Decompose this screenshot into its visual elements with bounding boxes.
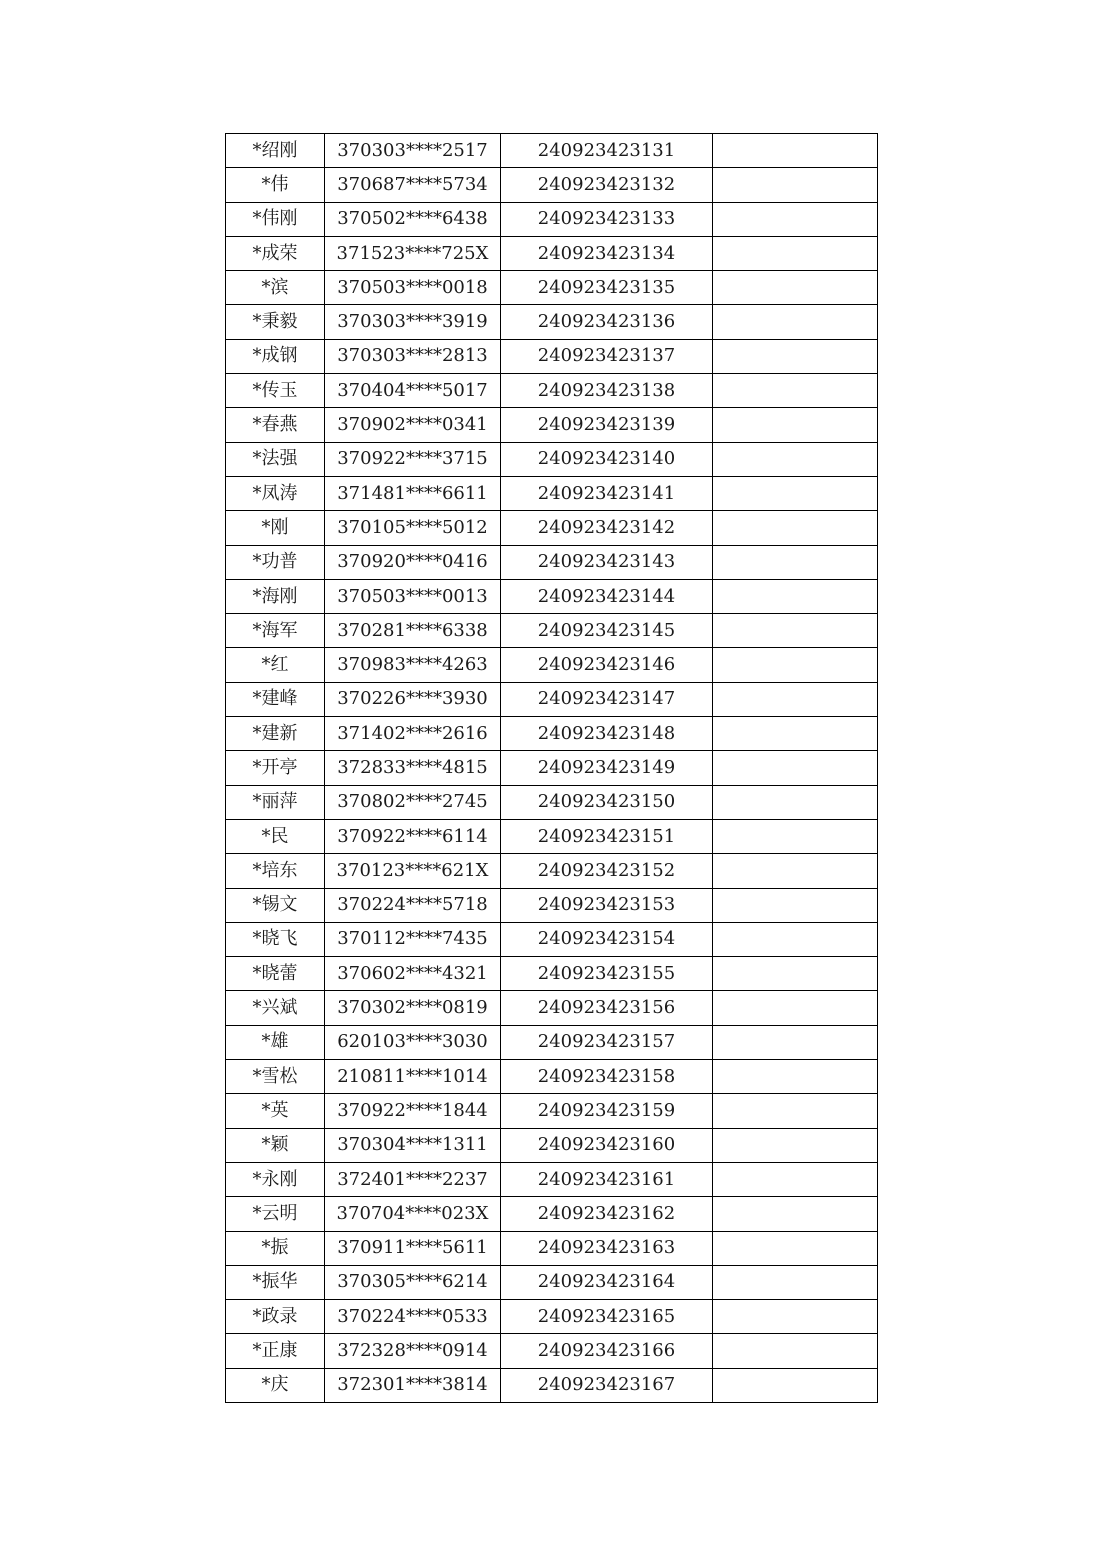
certificate-number-cell: 240923423137 xyxy=(501,339,713,373)
table-row xyxy=(226,991,878,1025)
certificate-number-cell: 240923423161 xyxy=(501,1162,713,1196)
person-name-cell: *英 xyxy=(226,1094,325,1128)
table-row xyxy=(226,236,878,270)
table-row xyxy=(226,1368,878,1402)
certificate-number-cell: 240923423143 xyxy=(501,545,713,579)
remark-cell xyxy=(713,1300,878,1334)
table-row xyxy=(226,408,878,442)
remark-cell xyxy=(713,374,878,408)
person-name-cell: *振华 xyxy=(226,1265,325,1299)
roster-table-body xyxy=(226,134,878,1403)
person-name-cell: *兴斌 xyxy=(226,991,325,1025)
remark-cell xyxy=(713,442,878,476)
id-number-cell: 370304****1311 xyxy=(325,1128,501,1162)
person-name-cell: *伟 xyxy=(226,168,325,202)
certificate-number-cell: 240923423136 xyxy=(501,305,713,339)
person-name-cell: *成荣 xyxy=(226,236,325,270)
table-row xyxy=(226,957,878,991)
table-row xyxy=(226,922,878,956)
table-row xyxy=(226,682,878,716)
person-name-cell: *刚 xyxy=(226,511,325,545)
table-row xyxy=(226,717,878,751)
id-number-cell: 370687****5734 xyxy=(325,168,501,202)
certificate-number-cell: 240923423167 xyxy=(501,1368,713,1402)
id-number-cell: 371402****2616 xyxy=(325,717,501,751)
person-name-cell: *滨 xyxy=(226,271,325,305)
person-name-cell: *伟刚 xyxy=(226,202,325,236)
person-name-cell: *培东 xyxy=(226,854,325,888)
id-number-cell: 370704****023X xyxy=(325,1197,501,1231)
table-row xyxy=(226,374,878,408)
certificate-number-cell: 240923423152 xyxy=(501,854,713,888)
certificate-number-cell: 240923423165 xyxy=(501,1300,713,1334)
certificate-number-cell: 240923423159 xyxy=(501,1094,713,1128)
person-name-cell: *红 xyxy=(226,648,325,682)
id-number-cell: 370922****6114 xyxy=(325,819,501,853)
person-name-cell: *成钢 xyxy=(226,339,325,373)
certificate-number-cell: 240923423144 xyxy=(501,579,713,613)
certificate-number-cell: 240923423140 xyxy=(501,442,713,476)
person-name-cell: *正康 xyxy=(226,1334,325,1368)
id-number-cell: 372301****3814 xyxy=(325,1368,501,1402)
id-number-cell: 370105****5012 xyxy=(325,511,501,545)
certificate-number-cell: 240923423132 xyxy=(501,168,713,202)
person-name-cell: *传玉 xyxy=(226,374,325,408)
remark-cell xyxy=(713,1197,878,1231)
remark-cell xyxy=(713,1128,878,1162)
table-row xyxy=(226,888,878,922)
certificate-number-cell: 240923423131 xyxy=(501,134,713,168)
id-number-cell: 370303****2517 xyxy=(325,134,501,168)
table-row xyxy=(226,511,878,545)
id-number-cell: 370112****7435 xyxy=(325,922,501,956)
certificate-number-cell: 240923423166 xyxy=(501,1334,713,1368)
table-row xyxy=(226,1300,878,1334)
remark-cell xyxy=(713,305,878,339)
certificate-number-cell: 240923423141 xyxy=(501,476,713,510)
table-row xyxy=(226,271,878,305)
certificate-number-cell: 240923423162 xyxy=(501,1197,713,1231)
person-name-cell: *永刚 xyxy=(226,1162,325,1196)
certificate-number-cell: 240923423135 xyxy=(501,271,713,305)
certificate-number-cell: 240923423138 xyxy=(501,374,713,408)
person-name-cell: *春燕 xyxy=(226,408,325,442)
person-name-cell: *海军 xyxy=(226,614,325,648)
table-row xyxy=(226,134,878,168)
remark-cell xyxy=(713,922,878,956)
id-number-cell: 370920****0416 xyxy=(325,545,501,579)
certificate-number-cell: 240923423133 xyxy=(501,202,713,236)
certificate-number-cell: 240923423142 xyxy=(501,511,713,545)
certificate-number-cell: 240923423145 xyxy=(501,614,713,648)
certificate-number-cell: 240923423148 xyxy=(501,717,713,751)
table-row xyxy=(226,751,878,785)
remark-cell xyxy=(713,751,878,785)
person-name-cell: *海刚 xyxy=(226,579,325,613)
table-row xyxy=(226,1128,878,1162)
certificate-number-cell: 240923423156 xyxy=(501,991,713,1025)
certificate-number-cell: 240923423139 xyxy=(501,408,713,442)
table-row xyxy=(226,168,878,202)
remark-cell xyxy=(713,957,878,991)
remark-cell xyxy=(713,476,878,510)
certificate-number-cell: 240923423160 xyxy=(501,1128,713,1162)
table-row xyxy=(226,1334,878,1368)
table-row xyxy=(226,476,878,510)
remark-cell xyxy=(713,785,878,819)
remark-cell xyxy=(713,1368,878,1402)
id-number-cell: 371481****6611 xyxy=(325,476,501,510)
remark-cell xyxy=(713,545,878,579)
remark-cell xyxy=(713,339,878,373)
table-row xyxy=(226,785,878,819)
table-row xyxy=(226,1094,878,1128)
certificate-number-cell: 240923423151 xyxy=(501,819,713,853)
person-name-cell: *锡文 xyxy=(226,888,325,922)
table-row xyxy=(226,545,878,579)
certificate-number-cell: 240923423146 xyxy=(501,648,713,682)
id-number-cell: 372328****0914 xyxy=(325,1334,501,1368)
table-row xyxy=(226,579,878,613)
remark-cell xyxy=(713,854,878,888)
remark-cell xyxy=(713,511,878,545)
id-number-cell: 370303****2813 xyxy=(325,339,501,373)
table-row xyxy=(226,1025,878,1059)
table-row xyxy=(226,1060,878,1094)
person-name-cell: *建新 xyxy=(226,717,325,751)
remark-cell xyxy=(713,408,878,442)
person-name-cell: *晓蕾 xyxy=(226,957,325,991)
id-number-cell: 370503****0018 xyxy=(325,271,501,305)
table-row xyxy=(226,1231,878,1265)
table-row xyxy=(226,202,878,236)
certificate-number-cell: 240923423154 xyxy=(501,922,713,956)
id-number-cell: 370302****0819 xyxy=(325,991,501,1025)
certificate-number-cell: 240923423150 xyxy=(501,785,713,819)
id-number-cell: 370503****0013 xyxy=(325,579,501,613)
remark-cell xyxy=(713,134,878,168)
person-name-cell: *丽萍 xyxy=(226,785,325,819)
id-number-cell: 370305****6214 xyxy=(325,1265,501,1299)
table-row xyxy=(226,305,878,339)
person-name-cell: *颖 xyxy=(226,1128,325,1162)
roster-table xyxy=(225,133,878,1403)
id-number-cell: 370802****2745 xyxy=(325,785,501,819)
id-number-cell: 370502****6438 xyxy=(325,202,501,236)
id-number-cell: 370303****3919 xyxy=(325,305,501,339)
remark-cell xyxy=(713,1025,878,1059)
remark-cell xyxy=(713,888,878,922)
remark-cell xyxy=(713,236,878,270)
remark-cell xyxy=(713,717,878,751)
id-number-cell: 370281****6338 xyxy=(325,614,501,648)
table-row xyxy=(226,854,878,888)
table-row xyxy=(226,819,878,853)
id-number-cell: 370224****5718 xyxy=(325,888,501,922)
remark-cell xyxy=(713,1265,878,1299)
person-name-cell: *晓飞 xyxy=(226,922,325,956)
remark-cell xyxy=(713,1334,878,1368)
person-name-cell: *功普 xyxy=(226,545,325,579)
person-name-cell: *绍刚 xyxy=(226,134,325,168)
table-row xyxy=(226,1162,878,1196)
certificate-number-cell: 240923423164 xyxy=(501,1265,713,1299)
id-number-cell: 370226****3930 xyxy=(325,682,501,716)
table-row xyxy=(226,648,878,682)
id-number-cell: 370911****5611 xyxy=(325,1231,501,1265)
person-name-cell: *振 xyxy=(226,1231,325,1265)
remark-cell xyxy=(713,579,878,613)
certificate-number-cell: 240923423157 xyxy=(501,1025,713,1059)
id-number-cell: 370123****621X xyxy=(325,854,501,888)
remark-cell xyxy=(713,202,878,236)
certificate-number-cell: 240923423158 xyxy=(501,1060,713,1094)
table-row xyxy=(226,1197,878,1231)
id-number-cell: 371523****725X xyxy=(325,236,501,270)
remark-cell xyxy=(713,271,878,305)
person-name-cell: *民 xyxy=(226,819,325,853)
table-row xyxy=(226,1265,878,1299)
person-name-cell: *建峰 xyxy=(226,682,325,716)
person-name-cell: *雪松 xyxy=(226,1060,325,1094)
remark-cell xyxy=(713,991,878,1025)
id-number-cell: 370404****5017 xyxy=(325,374,501,408)
person-name-cell: *庆 xyxy=(226,1368,325,1402)
id-number-cell: 372401****2237 xyxy=(325,1162,501,1196)
certificate-number-cell: 240923423147 xyxy=(501,682,713,716)
table-row xyxy=(226,614,878,648)
remark-cell xyxy=(713,614,878,648)
certificate-number-cell: 240923423134 xyxy=(501,236,713,270)
person-name-cell: *政录 xyxy=(226,1300,325,1334)
person-name-cell: *法强 xyxy=(226,442,325,476)
certificate-number-cell: 240923423163 xyxy=(501,1231,713,1265)
remark-cell xyxy=(713,1094,878,1128)
person-name-cell: *云明 xyxy=(226,1197,325,1231)
remark-cell xyxy=(713,1231,878,1265)
id-number-cell: 370983****4263 xyxy=(325,648,501,682)
certificate-number-cell: 240923423149 xyxy=(501,751,713,785)
id-number-cell: 370922****3715 xyxy=(325,442,501,476)
remark-cell xyxy=(713,682,878,716)
id-number-cell: 370902****0341 xyxy=(325,408,501,442)
id-number-cell: 372833****4815 xyxy=(325,751,501,785)
certificate-number-cell: 240923423153 xyxy=(501,888,713,922)
id-number-cell: 210811****1014 xyxy=(325,1060,501,1094)
person-name-cell: *雄 xyxy=(226,1025,325,1059)
remark-cell xyxy=(713,819,878,853)
person-name-cell: *秉毅 xyxy=(226,305,325,339)
table-row xyxy=(226,339,878,373)
remark-cell xyxy=(713,648,878,682)
id-number-cell: 620103****3030 xyxy=(325,1025,501,1059)
person-name-cell: *凤涛 xyxy=(226,476,325,510)
remark-cell xyxy=(713,168,878,202)
id-number-cell: 370602****4321 xyxy=(325,957,501,991)
remark-cell xyxy=(713,1162,878,1196)
person-name-cell: *开亭 xyxy=(226,751,325,785)
id-number-cell: 370922****1844 xyxy=(325,1094,501,1128)
table-row xyxy=(226,442,878,476)
id-number-cell: 370224****0533 xyxy=(325,1300,501,1334)
remark-cell xyxy=(713,1060,878,1094)
certificate-number-cell: 240923423155 xyxy=(501,957,713,991)
